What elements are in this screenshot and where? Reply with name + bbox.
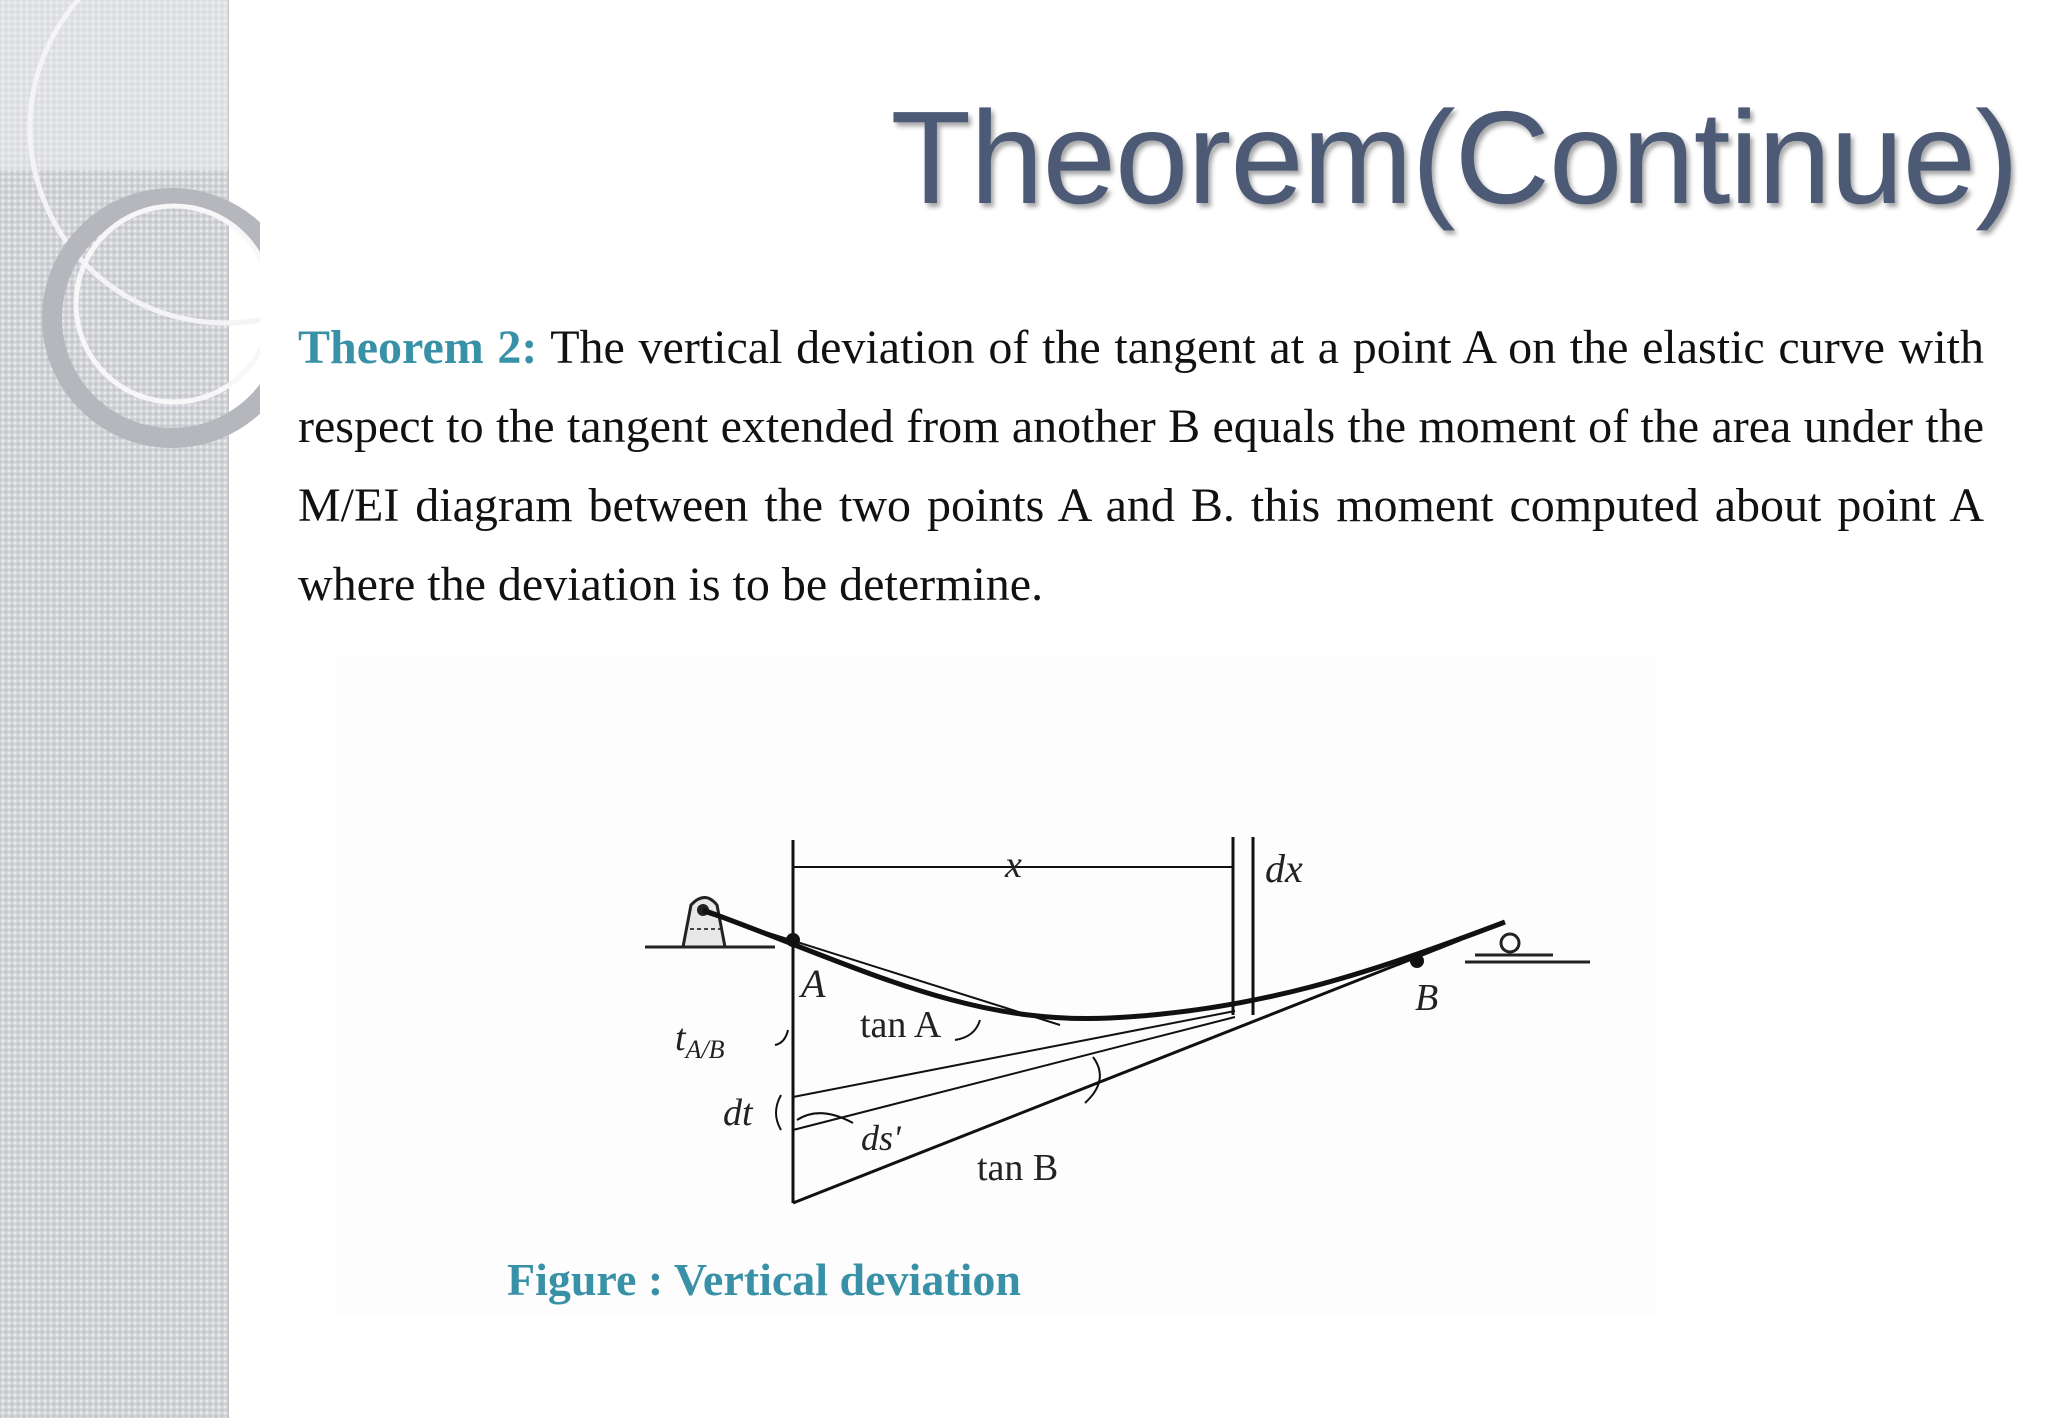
- leader-tab: [775, 1030, 788, 1045]
- theorem-label: Theorem 2:: [298, 321, 538, 374]
- label-dt: dt: [723, 1092, 753, 1134]
- leader-tan-a: [955, 1020, 980, 1040]
- slide-title: Theorem(Continue): [890, 84, 2018, 231]
- label-point-a: A: [801, 961, 826, 1006]
- theorem-text: [298, 308, 1984, 624]
- dt-bracket: [776, 1095, 781, 1130]
- label-ds: ds': [861, 1118, 901, 1158]
- leader-tan-b: [1085, 1057, 1100, 1103]
- label-dx: dx: [1265, 846, 1303, 891]
- decorative-rings: [0, 0, 260, 480]
- label-x: x: [1005, 844, 1022, 886]
- roller-support-right: [1465, 934, 1590, 962]
- figure-caption: Figure : Vertical deviation: [506, 1254, 1022, 1305]
- theorem-body: The vertical deviation of the tangent at a point A on the elastic curve with respect to the tangent extended from another B equals the moment of the area under the M/EI diagram between the two points A and B. this moment computed about point A where the deviation is to be determine.: [298, 321, 1985, 611]
- pin-support-left: [645, 898, 775, 948]
- vertical-deviation-diagram: [605, 725, 1605, 1245]
- label-point-b: B: [1415, 977, 1439, 1019]
- label-tan-a: tan A: [860, 1004, 942, 1046]
- white-ring: [76, 206, 260, 402]
- label-t-ab: $t_{A/B}$: [675, 1017, 725, 1064]
- label-tan-b: tan B: [977, 1147, 1059, 1189]
